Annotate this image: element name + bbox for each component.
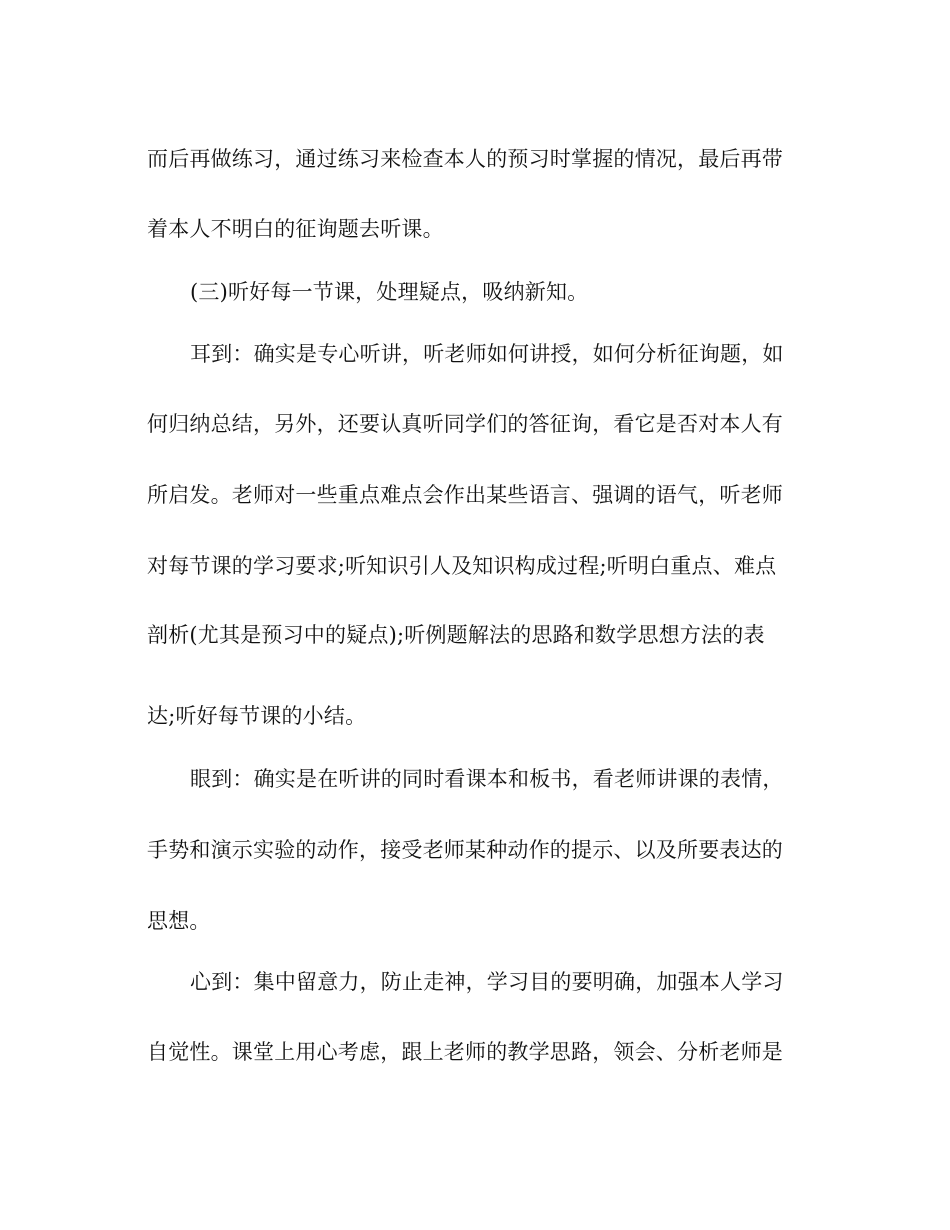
section-heading: (三)听好每一节课，处理疑点，吸纳新知。 bbox=[190, 280, 589, 304]
text-line: 而后再做练习，通过练习来检查本人的预习时掌握的情况，最后再带 bbox=[147, 147, 783, 171]
text-line: 何归纳总结，另外，还要认真听同学们的答征询，看它是否对本人有 bbox=[147, 412, 783, 436]
text-line: 着本人不明白的征询题去听课。 bbox=[147, 217, 444, 241]
text-line: 达;听好每节课的小结。 bbox=[147, 704, 367, 728]
paragraph-start-line: 心到：集中留意力，防止走神，学习目的要明确，加强本人学习 bbox=[190, 970, 784, 994]
text-line: 对每节课的学习要求;听知识引人及知识构成过程;听明白重点、难点 bbox=[147, 554, 777, 578]
text-line: 所启发。老师对一些重点难点会作出某些语言、强调的语气，听老师 bbox=[147, 483, 783, 507]
text-line: 手势和演示实验的动作，接受老师某种动作的提示、以及所要表达的 bbox=[147, 838, 783, 862]
text-line: 思想。 bbox=[147, 909, 211, 933]
text-line: 剖析(尤其是预习中的疑点);听例题解法的思路和数学思想方法的表 bbox=[147, 623, 765, 647]
paragraph-start-line: 耳到：确实是专心听讲，听老师如何讲授，如何分析征询题，如 bbox=[190, 342, 784, 366]
text-line: 自觉性。课堂上用心考虑，跟上老师的教学思路，领会、分析老师是 bbox=[147, 1040, 783, 1064]
paragraph-start-line: 眼到：确实是在听讲的同时看课本和板书，看老师讲课的表情， bbox=[190, 767, 784, 791]
